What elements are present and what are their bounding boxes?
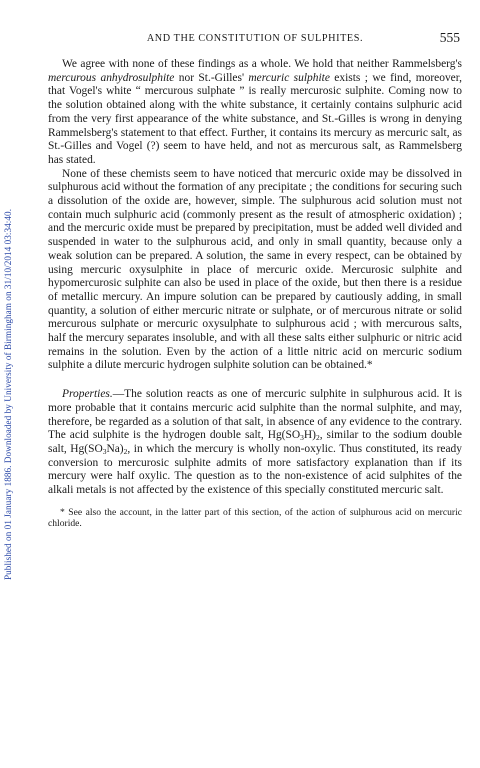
running-title: AND THE CONSTITUTION OF SULPHITES. (146, 33, 364, 44)
p1-text-c: nor St.-Gilles' (174, 71, 249, 84)
properties-heading: Properties. (62, 388, 113, 401)
subscript: 3 (102, 446, 107, 456)
term-mercuric-sulphite: mercuric sulphite (248, 71, 330, 84)
p3-text-a: —The solution reacts as one of mercuric sulphite in sulphurous acid. It is more probable that it contains mercuric acid sulphite than the normal sulphite, and may, therefore, be regarded as a solution of that salt, in absence of any evidence to the contrary. The acid sulphite is the hydrogen double salt, Hg(SO (48, 388, 462, 442)
p1-text-a: We agree with none of these findings as a whole. We hold that neither Rammelsberg's (62, 58, 462, 70)
p3-text-d: Na) (106, 442, 124, 455)
page-number: 555 (439, 30, 460, 45)
p3-text-b: H) (303, 429, 316, 442)
p3-text-c: , similar to the sodium double salt, Hg(SO (48, 429, 462, 455)
running-head (48, 30, 462, 48)
page (48, 30, 462, 530)
download-stamp-text: Published on 01 January 1886. Downloaded by University of Birmingham on 31/10/2014 03:34:40. (3, 208, 13, 580)
download-stamp (3, 40, 17, 580)
subscript: 2 (315, 433, 320, 443)
paragraph-properties (48, 388, 462, 498)
paragraph-dissolution: None of these chemists seem to have noticed that mercuric oxide may be dissolved in sulphurous acid without the formation of any precipitate ; the conditions for securing such a dissolution of the oxide are, however, simple. The sulphurous acid solution must not contain much sulphuric acid (commonly present as the result of atmospheric oxidation) ; and the mercuric oxide must be prepared by precipitation, must be added well divided and suspended in water to the sulphurous acid, and only in small quantity, because only a weak solution can be prepared. A solution, the same in every respect, can be obtained by using mercuric oxysulphite in place of mercuric oxide. Mercurosic sulphite and hypomercurosic sulphite can also be used in place of the oxide, but then there is a residue of metallic mercury. An impure solution can be prepared by cautiously adding, in small quantity, a solution of either mercuric nitrate or sulphate, or of mercurous nitrate or solid mercurous sulphate or mercuric oxysulphate to sulphurous acid ; with mercurous salts, half the mercury separates insoluble, and with all these salts either sulphuric or nitric acid remains in the solution. Even by the action of a little nitric acid on mercuric sodium sulphite a dilute mercuric hydrogen sulphite solution can be obtained.* (48, 167, 462, 372)
subscript: 2 (123, 446, 128, 456)
p3-text-e: , in which the mercury is wholly non-oxylic. Thus constituted, its ready conversion to mercurosic sulphite admits of more satisfactory explanation than if its mercury were half oxylic. The question as to the non-existence of acid sulphites of the alkali metals is not affected by the existence of this specially constituted mercuric salt. (48, 442, 462, 497)
term-mercurous-anhydrosulphite: mercurous anhydrosulphite (48, 71, 175, 84)
subscript: 3 (300, 433, 304, 443)
paragraph-findings (48, 58, 462, 168)
p1-text-e: exists ; we find, moreover, that Vogel's white “ mercurous sulphate ” is really mercurosic sulphite. Coming now to the solution obtained along with the white substance, it certainly contains sulphuric acid from the very first appearance of the white substance, and St.-Gilles is wrong in denying Rammelsberg's statement to that effect. Further, it contains its mercury as mercuric salt, as St.-Gilles and Vogel (?) seem to have held, and not as mercurous salt, as Rammelsberg has stated. (48, 71, 462, 166)
footnote: * See also the account, in the latter part of this section, of the action of sulphurous acid on mercuric chloride. (48, 506, 462, 530)
